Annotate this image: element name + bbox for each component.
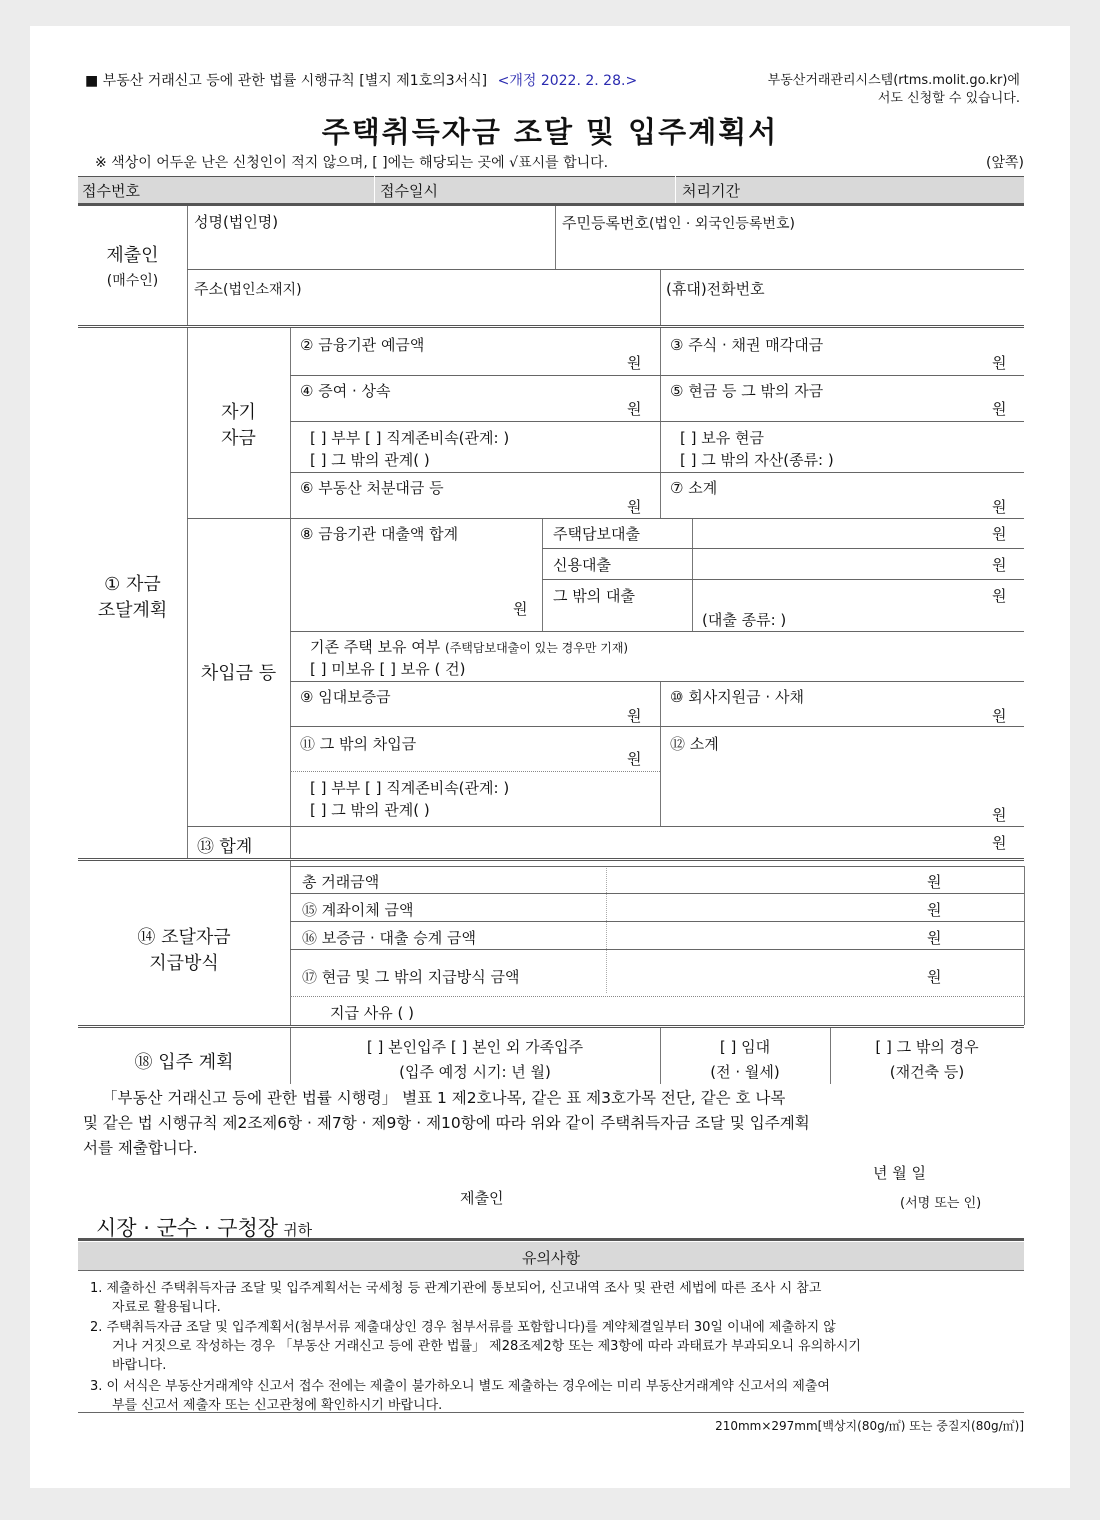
line (187, 269, 1024, 270)
other-case-checkbox[interactable]: [ ] 그 밖의 경우 (875, 1038, 979, 1056)
credit-loan-label: 신용대출 (553, 556, 611, 574)
own-funds-label-2: 자금 (221, 428, 256, 449)
moving-plan-label: ⑱ 입주 계획 (134, 1052, 234, 1073)
line (555, 206, 556, 269)
line (78, 1238, 1024, 1241)
stock-label: ③ 주식 · 채권 매각대금 (670, 336, 824, 354)
line (290, 472, 1024, 473)
line (290, 861, 291, 1025)
page-title: 주택취득자금 조달 및 입주계획서 (321, 115, 779, 149)
won-unit: 원 (992, 556, 1007, 574)
phone-label: (휴대)전화번호 (666, 280, 765, 298)
loan-total-label: ⑧ 금융기관 대출액 합계 (300, 525, 459, 543)
won-unit: 원 (992, 400, 1007, 418)
color-notice: ※ 색상이 어두운 난은 신청인이 적지 않으며, [ ]에는 해당되는 곳에 √표시를 합니다. (95, 155, 609, 171)
line (542, 518, 543, 631)
line (187, 826, 1024, 827)
lease-sub: (전 · 월세) (710, 1063, 780, 1081)
receipt-number: 접수번호 (82, 182, 140, 200)
processing-period: 처리기간 (682, 182, 740, 200)
company-support-label: ⑩ 회사지원금 · 사채 (670, 688, 804, 706)
line (78, 1025, 1024, 1028)
form-paper (30, 26, 1070, 1488)
own-funds-label-1: 자기 (221, 402, 256, 423)
won-unit: 원 (627, 400, 642, 418)
won-unit: 원 (992, 354, 1007, 372)
line (187, 206, 188, 326)
online-notice-line2: 서도 신청할 수 있습니다. (877, 91, 1020, 106)
law-reference (85, 70, 637, 90)
line (290, 726, 1024, 727)
note-1a: 1. 제출하신 주택취득자금 조달 및 입주계획서는 국세청 등 관계기관에 통보되어, 신고내역 조사 및 관련 세법에 따른 조사 시 참고 (90, 1281, 822, 1296)
cash-other-label: ⑰ 현금 및 그 밖의 지급방식 금액 (302, 968, 520, 986)
declaration-line1: 「부동산 거래신고 등에 관한 법률 시행령」 별표 1 제2호나목, 같은 표 제3호가목 전단, 같은 호 나목 (102, 1089, 786, 1107)
line (374, 176, 375, 203)
funding-plan-label-1: ① 자금 (104, 574, 161, 595)
line (542, 579, 1024, 580)
line (660, 269, 661, 326)
line (78, 203, 1024, 206)
line (290, 921, 1024, 922)
self-family-checkbox[interactable]: [ ] 본인입주 [ ] 본인 외 가족입주 (366, 1038, 584, 1056)
payment-reason-field[interactable]: 지급 사유 ( ) (330, 1004, 414, 1022)
won-unit: 원 (627, 354, 642, 372)
line (290, 328, 291, 859)
note-1b: 자료로 활용됩니다. (112, 1300, 221, 1315)
line (187, 518, 1024, 519)
line (660, 328, 661, 518)
online-notice-line1: 부동산거래관리시스템(rtms.molit.go.kr)에 (767, 73, 1020, 88)
borrow-subtotal-label: ⑫ 소계 (670, 735, 719, 753)
line (1024, 866, 1025, 1025)
won-unit: 원 (927, 929, 942, 947)
other-case-sub: (재건축 등) (889, 1063, 965, 1081)
other-loan-label: 그 밖의 대출 (553, 587, 635, 605)
house-ownership-checkbox[interactable]: [ ] 미보유 [ ] 보유 ( 건) (310, 660, 466, 678)
line (78, 858, 1024, 861)
line (290, 375, 1024, 376)
address-label: 주소(법인소재지) (194, 280, 302, 298)
won-unit: 원 (992, 525, 1007, 543)
mortgage-loan-label: 주택담보대출 (553, 525, 640, 543)
won-unit: 원 (992, 498, 1007, 516)
gift-label: ④ 증여 · 상속 (300, 382, 391, 400)
submitter-label: 제출인 (106, 245, 159, 266)
line (290, 996, 1024, 997)
grand-total-label: ⑬ 합계 (197, 837, 253, 857)
won-unit: 원 (627, 750, 642, 768)
lease-deposit-label: ⑨ 임대보증금 (300, 688, 391, 706)
submitter-sub: (매수인) (106, 273, 159, 289)
borrow-relation-checkbox-1[interactable]: [ ] 부부 [ ] 직계존비속(관계: ) (310, 779, 510, 797)
gift-relation-checkbox-1[interactable]: [ ] 부부 [ ] 직계존비속(관계: ) (310, 429, 510, 447)
deposit-label: ② 금융기관 예금액 (300, 336, 425, 354)
line (660, 681, 661, 826)
declaration-submitter: 제출인 (460, 1189, 504, 1207)
funding-plan-label-2: 조달계획 (97, 600, 168, 621)
realestate-label: ⑥ 부동산 처분대금 등 (300, 479, 444, 497)
note-3a: 3. 이 서식은 부동산거래계약 신고서 접수 전에는 제출이 불가하오니 별도 제출하는 경우에는 미리 부동산거래계약 신고서의 제출여 (90, 1379, 830, 1394)
line (675, 176, 676, 203)
receipt-row (78, 176, 1024, 203)
line (290, 631, 1024, 632)
line (290, 893, 1024, 894)
law-ref-text: ■ 부동산 거래신고 등에 관한 법률 시행규칙 [별지 제1호의3서식] (85, 73, 488, 89)
line (692, 518, 693, 631)
borrowed-funds-label: 차입금 등 (200, 663, 277, 684)
total-amount-label: 총 거래금액 (302, 873, 380, 891)
gift-relation-checkbox-2[interactable]: [ ] 그 밖의 관계( ) (310, 451, 430, 469)
borrow-relation-checkbox-2[interactable]: [ ] 그 밖의 관계( ) (310, 801, 430, 819)
won-unit: 원 (627, 498, 642, 516)
won-unit: 원 (927, 873, 942, 891)
page-side: (앞쪽) (986, 155, 1024, 171)
lease-checkbox[interactable]: [ ] 임대 (719, 1038, 771, 1056)
line (606, 866, 607, 993)
line (78, 1412, 1024, 1413)
cash-etc-label: ⑤ 현금 등 그 밖의 자금 (670, 382, 824, 400)
note-3b: 부를 신고서 제출자 또는 신고관청에 확인하시기 바랍니다. (112, 1398, 443, 1413)
won-unit: 원 (992, 806, 1007, 824)
signature-date[interactable]: 년 월 일 (873, 1164, 927, 1182)
won-unit: 원 (992, 834, 1007, 852)
note-2c: 바랍니다. (112, 1358, 167, 1373)
revision-date: <개정 2022. 2. 28.> (497, 73, 638, 89)
signature-field[interactable]: (서명 또는 인) (900, 1196, 982, 1211)
name-field-label: 성명(법인명) (194, 213, 279, 231)
won-unit: 원 (513, 600, 528, 618)
move-date-field[interactable]: (입주 예정 시기: 년 월) (399, 1063, 551, 1081)
won-unit: 원 (927, 968, 942, 986)
loan-type-field[interactable]: (대출 종류: ) (702, 611, 787, 629)
paper-spec: 210mm×297mm[백상지(80g/㎡) 또는 중질지(80g/㎡)] (715, 1419, 1024, 1433)
won-unit: 원 (992, 587, 1007, 605)
registration-number-label: 주민등록번호(법인 · 외국인등록번호) (562, 214, 795, 232)
won-unit: 원 (992, 707, 1007, 725)
own-subtotal-label: ⑦ 소계 (670, 479, 718, 497)
declaration-line2: 및 같은 법 시행규칙 제2조제6항 · 제7항 · 제9항 · 제10항에 따라 위와 같이 주택취득자금 조달 및 입주계획 (83, 1114, 810, 1132)
receipt-date: 접수일시 (380, 182, 438, 200)
note-2b: 거나 거짓으로 작성하는 경우 「부동산 거래신고 등에 관한 법률」 제28조제2항 또는 제3항에 따라 과태료가 부과되오니 유의하시기 (112, 1339, 861, 1354)
line (290, 771, 660, 772)
line (78, 1270, 1024, 1271)
cash-held-checkbox[interactable]: [ ] 보유 현금 (680, 429, 764, 447)
house-ownership-label: 기존 주택 보유 여부 (주택담보대출이 있는 경우만 기재) (310, 638, 629, 656)
won-unit: 원 (627, 707, 642, 725)
line (78, 176, 1024, 177)
other-borrow-label: ⑪ 그 밖의 차입금 (300, 735, 417, 753)
notes-title: 유의사항 (522, 1249, 580, 1267)
line (290, 866, 1024, 867)
payment-label-1: ⑭ 조달자금 (137, 927, 231, 948)
payment-label-2: 지급방식 (149, 953, 219, 974)
line (290, 681, 1024, 682)
recipient: 시장 · 군수 · 구청장 귀하 (96, 1216, 313, 1240)
won-unit: 원 (927, 901, 942, 919)
transfer-label: ⑮ 계좌이체 금액 (302, 901, 414, 919)
deposit-loan-label: ⑯ 보증금 · 대출 승계 금액 (302, 929, 477, 947)
line (290, 421, 1024, 422)
line (290, 949, 1024, 950)
declaration-line3: 서를 제출합니다. (83, 1139, 198, 1157)
other-asset-checkbox[interactable]: [ ] 그 밖의 자산(종류: ) (680, 451, 834, 469)
line (542, 548, 1024, 549)
note-2a: 2. 주택취득자금 조달 및 입주계획서(첨부서류 제출대상인 경우 첨부서류를 포함합니다)를 계약체결일부터 30일 이내에 제출하지 않 (90, 1320, 836, 1335)
line (78, 325, 1024, 328)
